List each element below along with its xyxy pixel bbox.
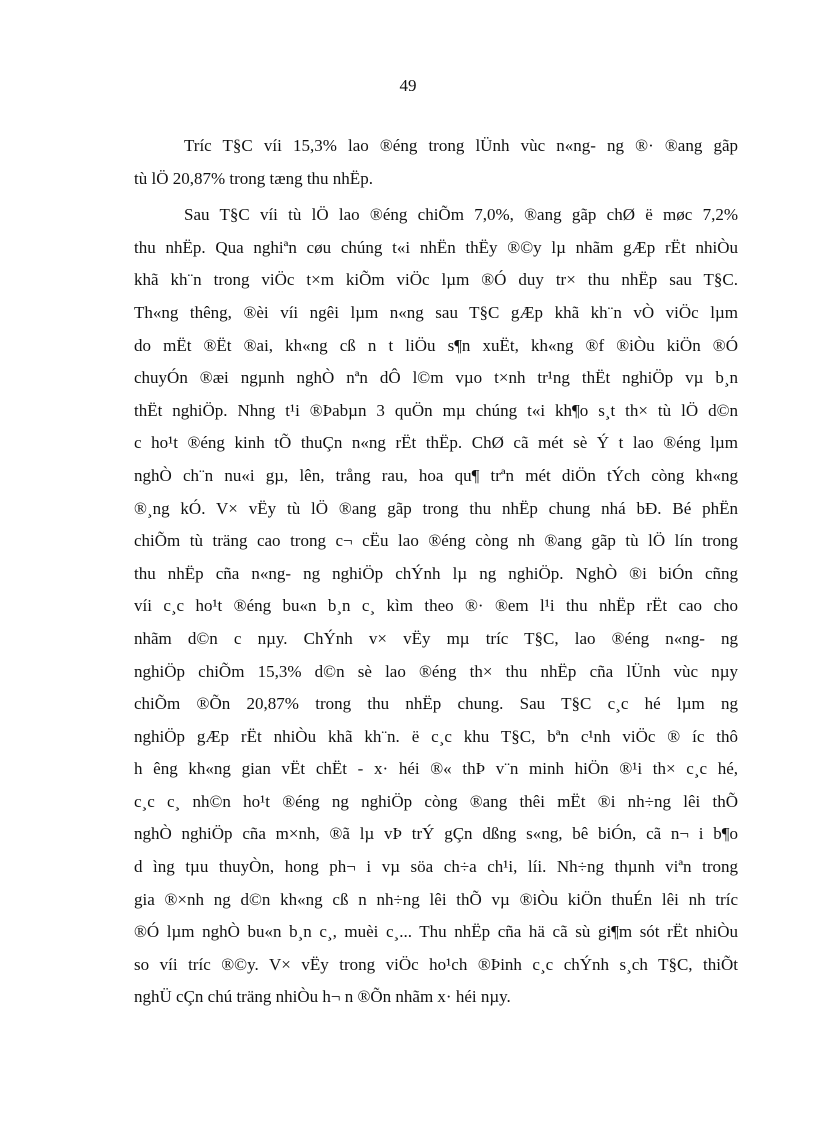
paragraph-2-line-14: nhãm d©n c nµy. ChÝnh v× vËy mµ tríc T§C, lao ®éng n«ng- ng — [134, 628, 738, 648]
paragraph-2-line-10: ®¸ng kÓ. V× vËy tù lÖ ®ang gãp trong thu nhËp chung nhá bÐ. Bé phËn — [134, 498, 738, 518]
paragraph-2-line-8: c ho¹t ®éng kinh tÕ thuÇn n«ng rËt thËp. ChØ cã mét sè Ý t lao ®éng lµm — [134, 433, 738, 453]
paragraph-2-line-4: Th«ng thêng, ®èi víi ngêi lµm n«ng sau T§C gÆp khã kh¨n vÒ viÖc lµm — [134, 302, 738, 322]
paragraph-2-line-1: Sau T§C víi tù lÖ lao ®éng chiÕm 7,0%, ®ang gãp chØ ë møc 7,2% — [184, 205, 738, 225]
paragraph-2-line-2: thu nhËp. Qua nghiªn cøu chúng t«i nhËn thËy ®©y lµ nhãm gÆp rËt nhiÒu — [134, 237, 738, 257]
paragraph-2-line-6: chuyÓn ®æi ngµnh nghÒ nªn dÔ l©m vµo t×nh tr¹ng thËt nghiÖp vµ b¸n — [134, 368, 738, 388]
paragraph-2-line-25: nghÜ cÇn chú träng nhiÒu h¬ n ®Õn nhãm x· héi nµy. — [134, 987, 511, 1007]
paragraph-2-line-23: ®Ó lµm nghÒ bu«n b¸n c¸, muèi c¸... Thu nhËp cña hä cã sù gi¶m sót rËt nhiÒu — [134, 922, 738, 942]
paragraph-2-line-7: thËt nghiÖp. Nhng t¹i ®Þabµn 3 quÖn mµ chúng t«i kh¶o s¸t th× tù lÖ d©n — [134, 400, 738, 420]
paragraph-2-line-24: so víi tríc ®©y. V× vËy trong viÖc ho¹ch ®Þinh c¸c chÝnh s¸ch T§C, thiÕt — [134, 954, 738, 974]
paragraph-2-line-13: víi c¸c ho¹t ®éng bu«n b¸n c¸ kìm theo ®· ®em l¹i thu nhËp rËt cao cho — [134, 596, 738, 616]
paragraph-2-line-15: nghiÖp chiÕm 15,3% d©n sè lao ®éng th× thu nhËp cña lÜnh vùc nµy — [134, 661, 738, 681]
paragraph-2-line-12: thu nhËp cña n«ng- ng nghiÖp chÝnh lµ ng nghiÖp. NghÒ ®i biÓn cñng — [134, 563, 738, 583]
paragraph-1-line-2: tù lÖ 20,87% trong tæng thu nhËp. — [134, 168, 373, 188]
body-text — [134, 130, 738, 1014]
paragraph-2-line-22: gia ®×nh ng d©n kh«ng cß n nh÷ng lêi thÕ vµ ®iÒu kiÖn thuÉn lêi nh tríc — [134, 889, 738, 909]
paragraph-2-line-16: chiÕm ®Õn 20,87% trong thu nhËp chung. Sau T§C c¸c hé lµm ng — [134, 694, 738, 714]
paragraph-2-line-21: d ìng tµu thuyÒn, hong ph¬ i vµ söa ch÷a ch¹i, líi. Nh÷ng thµnh viªn trong — [134, 857, 738, 877]
paragraph-2-line-9: nghÒ ch¨n nu«i gµ, lên, trång rau, hoa qu¶ trªn mét diÖn tÝch còng kh«ng — [134, 465, 738, 485]
paragraph-2-line-17: nghiÖp gÆp rËt nhiÒu khã kh¨n. ë c¸c khu T§C, bªn c¹nh viÖc ® íc thô — [134, 726, 738, 746]
paragraph-2-line-19: c¸c c¸ nh©n ho¹t ®éng ng nghiÖp còng ®ang thêi mËt ®i nh÷ng lêi thÕ — [134, 791, 738, 811]
paragraph-2-line-11: chiÕm tù träng cao trong c¬ cËu lao ®éng còng nh ®ang gãp tù lÖ lín trong — [134, 531, 738, 551]
paragraph-2-line-20: nghÒ nghiÖp cña m×nh, ®ã lµ vÞ trÝ gÇn dßng s«ng, bê biÓn, cã n¬ i b¶o — [134, 824, 738, 844]
paragraph-1-line-1: Tríc T§C víi 15,3% lao ®éng trong lÜnh vùc n«ng- ng ®· ®ang gãp — [184, 136, 738, 155]
paragraph-2-line-5: do mËt ®Ët ®ai, kh«ng cß n t liÖu s¶n xuËt, kh«ng ®f ®iÒu kiÖn ®Ó — [134, 335, 738, 355]
page-number: 49 — [399, 76, 417, 95]
paragraph-2-line-18: h êng kh«ng gian vËt chËt - x· héi ®« thÞ v¨n minh hiÖn ®¹i th× c¸c hé, — [134, 759, 738, 779]
paragraph-2-line-3: khã kh¨n trong viÖc t×m kiÕm viÖc lµm ®Ó duy tr× thu nhËp sau T§C. — [134, 270, 738, 290]
